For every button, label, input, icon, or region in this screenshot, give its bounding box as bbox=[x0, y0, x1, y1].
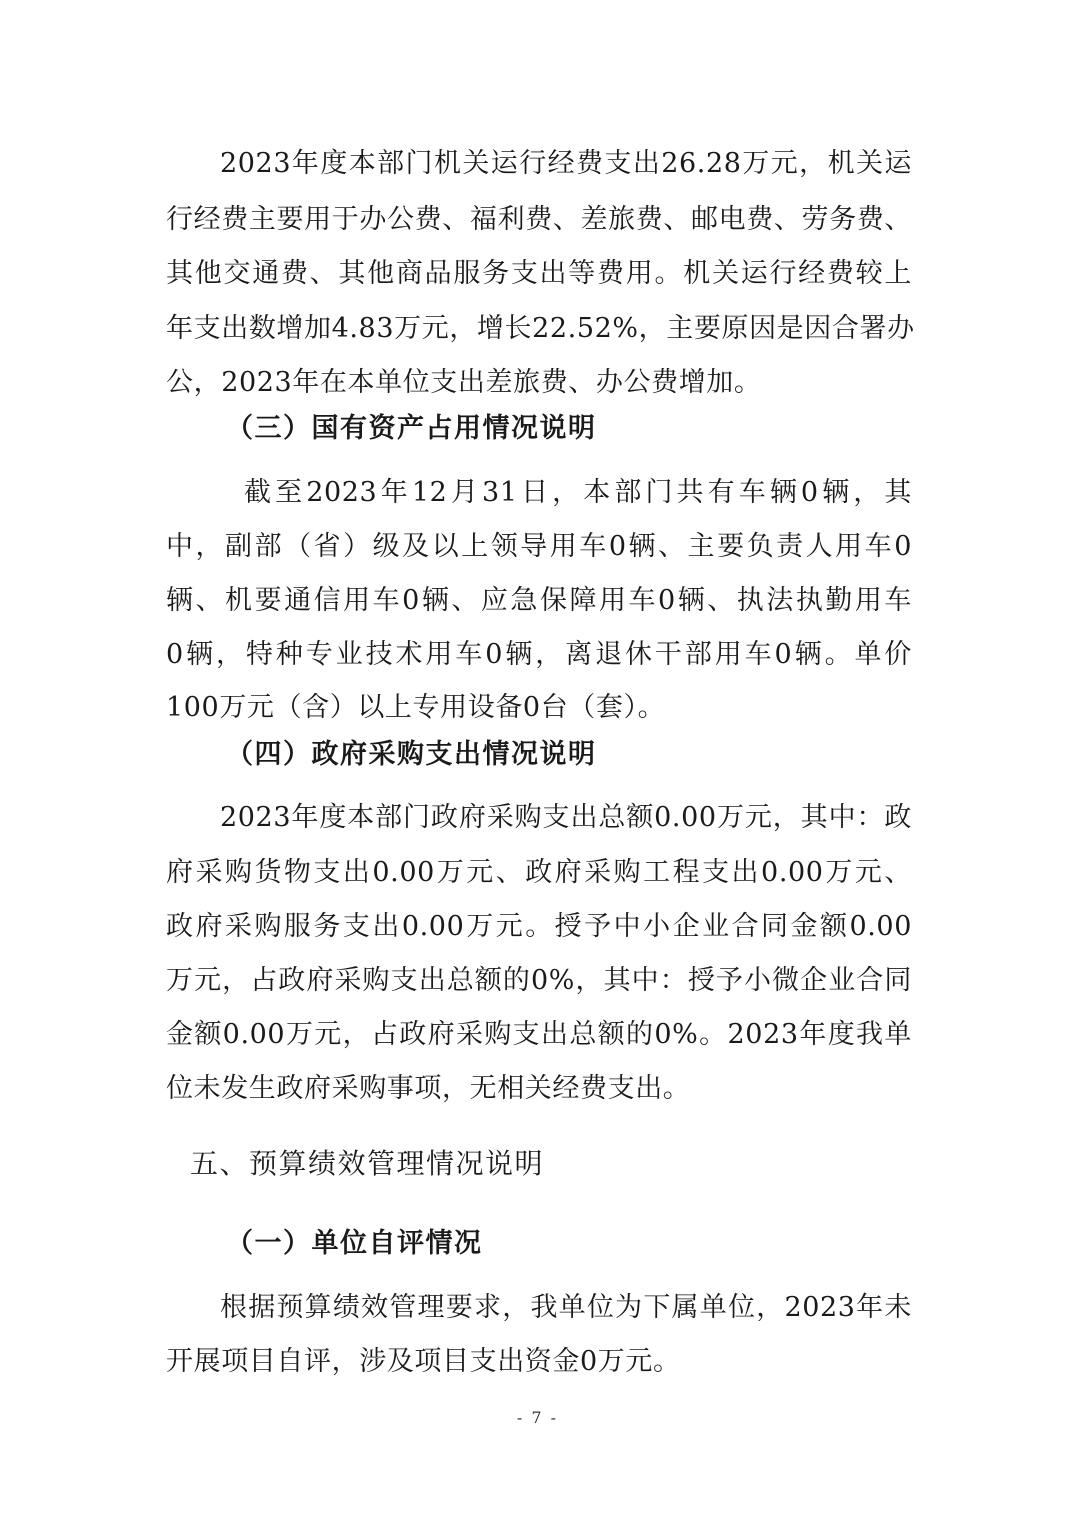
paragraph-line: 辆、机要通信用车0辆、应急保障用车0辆、执法执勤用车 bbox=[166, 585, 912, 616]
paragraph-line: 其他交通费、其他商品服务支出等费用。机关运行经费较上 bbox=[166, 258, 912, 289]
paragraph-line: 0辆，特种专业技术用车0辆，离退休干部用车0辆。单价 bbox=[166, 639, 912, 670]
paragraph-line: 2023年度本部门机关运行经费支出26.28万元，机关运 bbox=[220, 148, 912, 179]
chapter-heading-budget-performance: 五、预算绩效管理情况说明 bbox=[190, 1147, 545, 1180]
paragraph-line: 截至2023年12月31日，本部门共有车辆0辆，其 bbox=[244, 477, 912, 508]
section-heading-self-evaluation: （一）单位自评情况 bbox=[226, 1228, 483, 1259]
paragraph-line: 公，2023年在本单位支出差旅费、办公费增加。 bbox=[166, 367, 762, 398]
paragraph-line: 金额0.00万元，占政府采购支出总额的0%。2023年度我单 bbox=[166, 1019, 912, 1050]
paragraph-line: 政府采购服务支出0.00万元。授予中小企业合同金额0.00 bbox=[166, 911, 912, 942]
paragraph-line: 府采购货物支出0.00万元、政府采购工程支出0.00万元、 bbox=[166, 857, 912, 888]
page-number: - 7 - bbox=[516, 1408, 559, 1427]
paragraph-line: 开展项目自评，涉及项目支出资金0万元。 bbox=[166, 1346, 681, 1377]
paragraph-line: 年支出数增加4.83万元，增长22.52%，主要原因是因合署办 bbox=[166, 313, 915, 344]
paragraph-line: 位未发生政府采购事项，无相关经费支出。 bbox=[166, 1073, 691, 1104]
paragraph-line: 行经费主要用于办公费、福利费、差旅费、邮电费、劳务费、 bbox=[166, 204, 912, 235]
section-heading-state-assets: （三）国有资产占用情况说明 bbox=[226, 413, 597, 444]
paragraph-line: 根据预算绩效管理要求，我单位为下属单位，2023年未 bbox=[220, 1292, 912, 1323]
section-heading-gov-procurement: （四）政府采购支出情况说明 bbox=[226, 739, 597, 770]
paragraph-line: 中，副部（省）级及以上领导用车0辆、主要负责人用车0 bbox=[166, 531, 912, 562]
paragraph-line: 100万元（含）以上专用设备0台（套）。 bbox=[166, 692, 666, 723]
paragraph-line: 2023年度本部门政府采购支出总额0.00万元，其中：政 bbox=[220, 802, 912, 833]
paragraph-line: 万元，占政府采购支出总额的0%，其中：授予小微企业合同 bbox=[166, 965, 912, 996]
